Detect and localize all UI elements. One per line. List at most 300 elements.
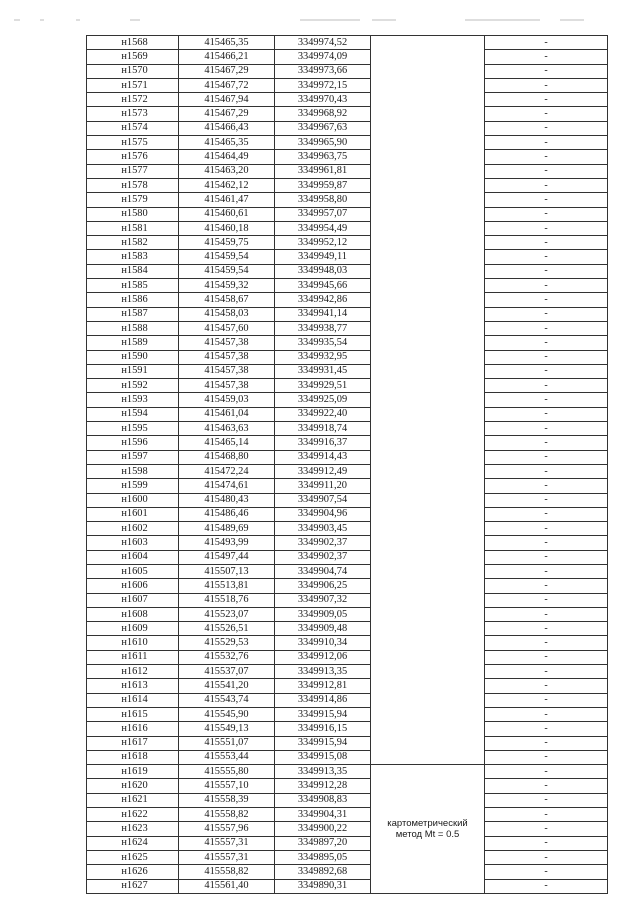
coordinate-x: 415532,76 [179, 650, 275, 664]
coordinate-x: 415468,80 [179, 450, 275, 464]
description-dash: - [485, 450, 608, 464]
coordinate-x: 415458,67 [179, 293, 275, 307]
coordinate-x: 415537,07 [179, 665, 275, 679]
point-number: н1572 [87, 93, 179, 107]
description-dash: - [485, 321, 608, 335]
description-dash: - [485, 650, 608, 664]
coordinate-y: 3349915,08 [275, 750, 371, 764]
table-row [87, 579, 608, 593]
table-row [87, 193, 608, 207]
point-number: н1586 [87, 293, 179, 307]
table-row [87, 507, 608, 521]
coordinate-y: 3349931,45 [275, 364, 371, 378]
coordinate-x: 415558,82 [179, 808, 275, 822]
description-dash: - [485, 879, 608, 893]
coordinate-y: 3349904,74 [275, 564, 371, 578]
coordinate-x: 415467,94 [179, 93, 275, 107]
coordinate-x: 415467,29 [179, 107, 275, 121]
coordinate-x: 415465,35 [179, 36, 275, 50]
coordinate-x: 415459,32 [179, 279, 275, 293]
point-number: н1573 [87, 107, 179, 121]
coordinate-x: 415529,53 [179, 636, 275, 650]
point-number: н1587 [87, 307, 179, 321]
table-row [87, 593, 608, 607]
coordinate-y: 3349907,32 [275, 593, 371, 607]
table-row [87, 722, 608, 736]
coordinate-y: 3349961,81 [275, 164, 371, 178]
point-number: н1593 [87, 393, 179, 407]
coordinate-x: 415460,61 [179, 207, 275, 221]
table-row [87, 793, 608, 807]
table-row [87, 822, 608, 836]
point-number: н1592 [87, 379, 179, 393]
point-number: н1596 [87, 436, 179, 450]
coordinate-y: 3349973,66 [275, 64, 371, 78]
coordinate-x: 415457,38 [179, 350, 275, 364]
method-cell [371, 765, 485, 894]
coordinate-x: 415489,69 [179, 522, 275, 536]
coordinate-x: 415466,21 [179, 50, 275, 64]
point-number: н1616 [87, 722, 179, 736]
coordinate-y: 3349910,34 [275, 636, 371, 650]
table-row [87, 479, 608, 493]
point-number: н1582 [87, 236, 179, 250]
description-dash: - [485, 379, 608, 393]
coordinate-x: 415460,18 [179, 221, 275, 235]
description-dash: - [485, 364, 608, 378]
coordinate-x: 415474,61 [179, 479, 275, 493]
table-row [87, 236, 608, 250]
point-number: н1604 [87, 550, 179, 564]
table-row [87, 279, 608, 293]
table-row [87, 407, 608, 421]
coordinate-x: 415555,80 [179, 765, 275, 779]
description-dash: - [485, 136, 608, 150]
coordinate-y: 3349913,35 [275, 765, 371, 779]
point-number: н1571 [87, 78, 179, 92]
coordinate-y: 3349968,92 [275, 107, 371, 121]
point-number: н1583 [87, 250, 179, 264]
coordinate-x: 415553,44 [179, 750, 275, 764]
table-row [87, 250, 608, 264]
description-dash: - [485, 422, 608, 436]
description-dash: - [485, 78, 608, 92]
description-dash: - [485, 393, 608, 407]
table-row [87, 78, 608, 92]
description-dash: - [485, 579, 608, 593]
coordinate-x: 415459,03 [179, 393, 275, 407]
point-number: н1600 [87, 493, 179, 507]
description-dash: - [485, 36, 608, 50]
coordinate-x: 415463,63 [179, 422, 275, 436]
description-dash: - [485, 250, 608, 264]
coordinate-y: 3349909,48 [275, 622, 371, 636]
point-number: н1607 [87, 593, 179, 607]
description-dash: - [485, 522, 608, 536]
table-row [87, 850, 608, 864]
coordinate-y: 3349902,37 [275, 550, 371, 564]
description-dash: - [485, 93, 608, 107]
description-dash: - [485, 307, 608, 321]
description-dash: - [485, 564, 608, 578]
coordinate-y: 3349916,15 [275, 722, 371, 736]
point-number: н1619 [87, 765, 179, 779]
point-number: н1585 [87, 279, 179, 293]
coordinate-x: 415457,60 [179, 321, 275, 335]
table-row [87, 808, 608, 822]
method-name: картометрический [387, 817, 468, 829]
point-number: н1613 [87, 679, 179, 693]
description-dash: - [485, 536, 608, 550]
coordinate-y: 3349911,20 [275, 479, 371, 493]
coordinate-x: 415457,38 [179, 379, 275, 393]
point-number: н1598 [87, 464, 179, 478]
coordinate-x: 415526,51 [179, 622, 275, 636]
point-number: н1620 [87, 779, 179, 793]
table-row [87, 350, 608, 364]
table-row [87, 321, 608, 335]
table-row [87, 450, 608, 464]
point-number: н1569 [87, 50, 179, 64]
coordinate-y: 3349974,52 [275, 36, 371, 50]
coordinate-x: 415497,44 [179, 550, 275, 564]
coordinate-y: 3349938,77 [275, 321, 371, 335]
description-dash: - [485, 822, 608, 836]
point-number: н1577 [87, 164, 179, 178]
coordinate-x: 415467,72 [179, 78, 275, 92]
description-dash: - [485, 765, 608, 779]
table-row [87, 679, 608, 693]
coordinate-y: 3349915,94 [275, 736, 371, 750]
table-row [87, 650, 608, 664]
table-row [87, 221, 608, 235]
description-dash: - [485, 336, 608, 350]
coordinate-x: 415465,35 [179, 136, 275, 150]
description-dash: - [485, 779, 608, 793]
coordinate-y: 3349925,09 [275, 393, 371, 407]
point-number: н1597 [87, 450, 179, 464]
table-row [87, 765, 608, 779]
point-number: н1614 [87, 693, 179, 707]
table-row [87, 436, 608, 450]
point-number: н1595 [87, 422, 179, 436]
coordinate-x: 415459,75 [179, 236, 275, 250]
coordinate-x: 415486,46 [179, 507, 275, 521]
coordinate-x: 415462,12 [179, 178, 275, 192]
table-row [87, 464, 608, 478]
coordinate-y: 3349897,20 [275, 836, 371, 850]
table-row [87, 536, 608, 550]
description-dash: - [485, 121, 608, 135]
description-dash: - [485, 550, 608, 564]
coordinate-x: 415466,43 [179, 121, 275, 135]
table-row [87, 150, 608, 164]
description-dash: - [485, 164, 608, 178]
description-dash: - [485, 264, 608, 278]
table-row [87, 164, 608, 178]
coordinate-y: 3349913,35 [275, 665, 371, 679]
coordinate-y: 3349963,75 [275, 150, 371, 164]
point-number: н1624 [87, 836, 179, 850]
coordinate-y: 3349958,80 [275, 193, 371, 207]
point-number: н1568 [87, 36, 179, 50]
description-dash: - [485, 193, 608, 207]
table-row [87, 836, 608, 850]
coordinate-y: 3349904,96 [275, 507, 371, 521]
point-number: н1584 [87, 264, 179, 278]
coordinate-x: 415558,82 [179, 865, 275, 879]
description-dash: - [485, 750, 608, 764]
coordinate-y: 3349916,37 [275, 436, 371, 450]
description-dash: - [485, 178, 608, 192]
description-dash: - [485, 850, 608, 864]
point-number: н1578 [87, 178, 179, 192]
point-number: н1591 [87, 364, 179, 378]
coordinate-y: 3349952,12 [275, 236, 371, 250]
coordinate-y: 3349909,05 [275, 607, 371, 621]
method-cell-empty [371, 36, 485, 765]
point-number: н1617 [87, 736, 179, 750]
coordinate-x: 415541,20 [179, 679, 275, 693]
point-number: н1602 [87, 522, 179, 536]
table-row [87, 493, 608, 507]
coordinate-x: 415461,47 [179, 193, 275, 207]
table-row [87, 736, 608, 750]
coordinates-table-body [87, 36, 608, 894]
coordinate-y: 3349932,95 [275, 350, 371, 364]
table-row [87, 779, 608, 793]
table-row [87, 665, 608, 679]
point-number: н1610 [87, 636, 179, 650]
coordinate-x: 415465,14 [179, 436, 275, 450]
coordinates-table [86, 35, 608, 894]
table-row [87, 64, 608, 78]
table-row [87, 865, 608, 879]
coordinate-y: 3349914,86 [275, 693, 371, 707]
coordinate-y: 3349903,45 [275, 522, 371, 536]
coordinates-table-sheet [86, 35, 607, 894]
table-row [87, 107, 608, 121]
coordinate-y: 3349959,87 [275, 178, 371, 192]
point-number: н1605 [87, 564, 179, 578]
point-number: н1611 [87, 650, 179, 664]
coordinate-y: 3349904,31 [275, 808, 371, 822]
description-dash: - [485, 150, 608, 164]
point-number: н1579 [87, 193, 179, 207]
coordinate-x: 415543,74 [179, 693, 275, 707]
coordinate-x: 415545,90 [179, 707, 275, 721]
coordinate-x: 415557,31 [179, 850, 275, 864]
point-number: н1606 [87, 579, 179, 593]
coordinate-x: 415549,13 [179, 722, 275, 736]
coordinate-y: 3349900,22 [275, 822, 371, 836]
coordinate-y: 3349902,37 [275, 536, 371, 550]
coordinate-x: 415513,81 [179, 579, 275, 593]
coordinate-y: 3349890,31 [275, 879, 371, 893]
coordinate-y: 3349914,43 [275, 450, 371, 464]
table-row [87, 607, 608, 621]
description-dash: - [485, 865, 608, 879]
description-dash: - [485, 50, 608, 64]
point-number: н1615 [87, 707, 179, 721]
point-number: н1612 [87, 665, 179, 679]
table-row [87, 336, 608, 350]
coordinate-x: 415464,49 [179, 150, 275, 164]
description-dash: - [485, 236, 608, 250]
table-row [87, 36, 608, 50]
coordinate-y: 3349912,06 [275, 650, 371, 664]
description-dash: - [485, 736, 608, 750]
description-dash: - [485, 479, 608, 493]
coordinate-y: 3349967,63 [275, 121, 371, 135]
point-number: н1589 [87, 336, 179, 350]
coordinate-y: 3349915,94 [275, 707, 371, 721]
coordinate-y: 3349892,68 [275, 865, 371, 879]
coordinate-y: 3349929,51 [275, 379, 371, 393]
point-number: н1576 [87, 150, 179, 164]
coordinate-y: 3349949,11 [275, 250, 371, 264]
description-dash: - [485, 793, 608, 807]
coordinate-y: 3349918,74 [275, 422, 371, 436]
table-row [87, 93, 608, 107]
table-row [87, 550, 608, 564]
coordinate-x: 415461,04 [179, 407, 275, 421]
coordinate-y: 3349907,54 [275, 493, 371, 507]
description-dash: - [485, 207, 608, 221]
point-number: н1601 [87, 507, 179, 521]
table-row [87, 207, 608, 221]
table-row [87, 750, 608, 764]
point-number: н1574 [87, 121, 179, 135]
table-row [87, 522, 608, 536]
table-row [87, 693, 608, 707]
table-row [87, 50, 608, 64]
coordinate-x: 415557,96 [179, 822, 275, 836]
description-dash: - [485, 636, 608, 650]
table-row [87, 879, 608, 893]
table-row [87, 264, 608, 278]
coordinate-x: 415518,76 [179, 593, 275, 607]
description-dash: - [485, 107, 608, 121]
table-row [87, 636, 608, 650]
coordinate-y: 3349942,86 [275, 293, 371, 307]
description-dash: - [485, 707, 608, 721]
description-dash: - [485, 693, 608, 707]
coordinate-x: 415507,13 [179, 564, 275, 578]
point-number: н1581 [87, 221, 179, 235]
coordinate-x: 415457,38 [179, 364, 275, 378]
description-dash: - [485, 493, 608, 507]
coordinate-y: 3349922,40 [275, 407, 371, 421]
description-dash: - [485, 350, 608, 364]
description-dash: - [485, 679, 608, 693]
coordinate-x: 415551,07 [179, 736, 275, 750]
scan-header-noise [0, 9, 640, 13]
point-number: н1599 [87, 479, 179, 493]
table-row [87, 564, 608, 578]
method-accuracy: метод Mt = 0.5 [395, 828, 460, 840]
coordinate-y: 3349974,09 [275, 50, 371, 64]
coordinate-y: 3349945,66 [275, 279, 371, 293]
description-dash: - [485, 293, 608, 307]
coordinate-y: 3349970,43 [275, 93, 371, 107]
coordinate-x: 415480,43 [179, 493, 275, 507]
point-number: н1625 [87, 850, 179, 864]
coordinate-x: 415523,07 [179, 607, 275, 621]
coordinate-x: 415557,10 [179, 779, 275, 793]
coordinate-y: 3349908,83 [275, 793, 371, 807]
coordinate-x: 415558,39 [179, 793, 275, 807]
point-number: н1609 [87, 622, 179, 636]
table-row [87, 178, 608, 192]
description-dash: - [485, 593, 608, 607]
point-number: н1594 [87, 407, 179, 421]
table-row [87, 622, 608, 636]
point-number: н1580 [87, 207, 179, 221]
coordinate-x: 415458,03 [179, 307, 275, 321]
table-row [87, 136, 608, 150]
point-number: н1623 [87, 822, 179, 836]
coordinate-y: 3349912,28 [275, 779, 371, 793]
table-row [87, 364, 608, 378]
coordinate-y: 3349906,25 [275, 579, 371, 593]
description-dash: - [485, 722, 608, 736]
description-dash: - [485, 665, 608, 679]
description-dash: - [485, 464, 608, 478]
coordinate-x: 415493,99 [179, 536, 275, 550]
coordinate-y: 3349954,49 [275, 221, 371, 235]
point-number: н1588 [87, 321, 179, 335]
point-number: н1627 [87, 879, 179, 893]
table-row [87, 393, 608, 407]
coordinate-x: 415561,40 [179, 879, 275, 893]
description-dash: - [485, 607, 608, 621]
description-dash: - [485, 279, 608, 293]
description-dash: - [485, 836, 608, 850]
description-dash: - [485, 64, 608, 78]
point-number: н1621 [87, 793, 179, 807]
point-number: н1626 [87, 865, 179, 879]
point-number: н1590 [87, 350, 179, 364]
coordinate-y: 3349935,54 [275, 336, 371, 350]
coordinate-x: 415467,29 [179, 64, 275, 78]
coordinate-x: 415463,20 [179, 164, 275, 178]
table-row [87, 422, 608, 436]
description-dash: - [485, 622, 608, 636]
point-number: н1570 [87, 64, 179, 78]
point-number: н1608 [87, 607, 179, 621]
coordinate-x: 415459,54 [179, 250, 275, 264]
coordinate-x: 415459,54 [179, 264, 275, 278]
description-dash: - [485, 507, 608, 521]
description-dash: - [485, 221, 608, 235]
coordinate-y: 3349941,14 [275, 307, 371, 321]
description-dash: - [485, 808, 608, 822]
coordinate-x: 415472,24 [179, 464, 275, 478]
coordinate-y: 3349895,05 [275, 850, 371, 864]
table-row [87, 307, 608, 321]
point-number: н1618 [87, 750, 179, 764]
coordinate-y: 3349912,49 [275, 464, 371, 478]
coordinate-x: 415557,31 [179, 836, 275, 850]
point-number: н1575 [87, 136, 179, 150]
coordinate-y: 3349972,15 [275, 78, 371, 92]
coordinate-y: 3349912,81 [275, 679, 371, 693]
point-number: н1603 [87, 536, 179, 550]
point-number: н1622 [87, 808, 179, 822]
coordinate-y: 3349957,07 [275, 207, 371, 221]
coordinate-x: 415457,38 [179, 336, 275, 350]
